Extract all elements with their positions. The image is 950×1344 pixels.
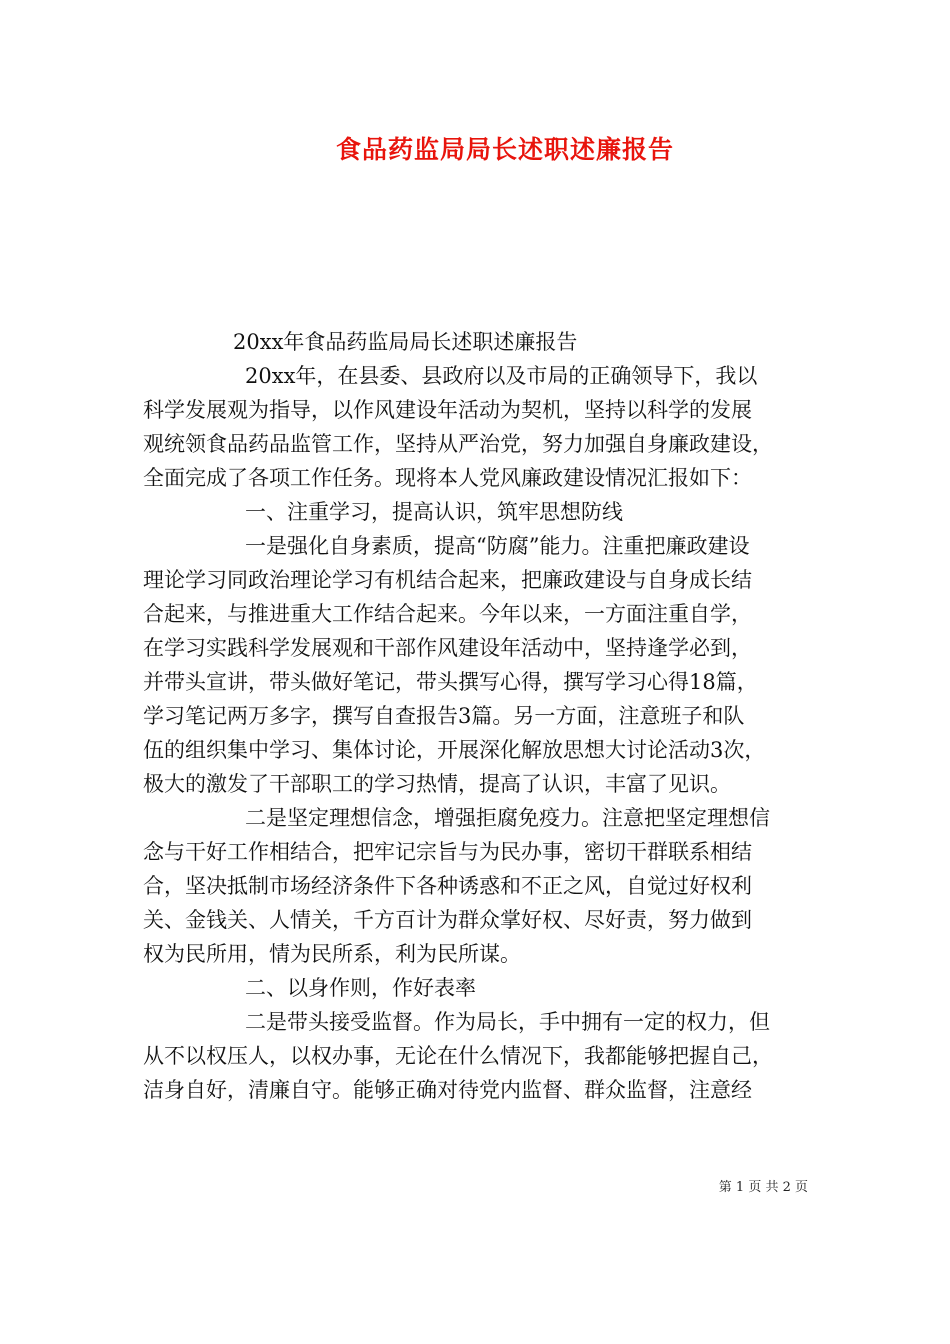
paragraph-line: 观统领食品药品监管工作，坚持从严治党，努力加强自身廉政建设，: [143, 432, 773, 456]
page-number-footer: 第 1 页 共 2 页: [718, 1180, 808, 1195]
paragraph-line: 二是带头接受监督。作为局长，手中拥有一定的权力，但: [245, 1010, 770, 1034]
paragraph-line: 理论学习同政治理论学习有机结合起来，把廉政建设与自身成长结: [143, 568, 752, 592]
paragraph-line: 权为民所用，情为民所系，利为民所谋。: [143, 942, 521, 966]
subtitle: 20xx年食品药监局局长述职述廉报告: [233, 330, 578, 354]
section-heading: 二、以身作则，作好表率: [245, 976, 476, 1000]
paragraph-line: 20xx年，在县委、县政府以及市局的正确领导下，我以: [245, 364, 758, 388]
paragraph-line: 合起来，与推进重大工作结合起来。今年以来，一方面注重自学，: [143, 602, 752, 626]
paragraph-line: 伍的组织集中学习、集体讨论，开展深化解放思想大讨论活动3次，: [143, 738, 766, 762]
document-body: [143, 325, 823, 1107]
paragraph-line: 并带头宣讲，带头做好笔记，带头撰写心得，撰写学习心得18篇，: [143, 670, 758, 694]
paragraph-line: 在学习实践科学发展观和干部作风建设年活动中，坚持逢学必到，: [143, 636, 752, 660]
paragraph-line: 极大的激发了干部职工的学习热情，提高了认识，丰富了见识。: [143, 772, 731, 796]
document-title: 食品药监局局长述职述廉报告: [335, 135, 674, 164]
paragraph-line: 关、金钱关、人情关，千方百计为群众掌好权、尽好责，努力做到: [143, 908, 752, 932]
paragraph-line: 二是坚定理想信念，增强拒腐免疫力。注意把坚定理想信: [245, 806, 770, 830]
paragraph-line: 全面完成了各项工作任务。现将本人党风廉政建设情况汇报如下：: [143, 466, 752, 490]
section-heading: 一、注重学习，提高认识，筑牢思想防线: [245, 500, 623, 524]
paragraph-line: 一是强化自身素质，提高“防腐”能力。注重把廉政建设: [245, 534, 750, 558]
paragraph-line: 科学发展观为指导，以作风建设年活动为契机，坚持以科学的发展: [143, 398, 752, 422]
paragraph-line: 洁身自好，清廉自守。能够正确对待党内监督、群众监督，注意经: [143, 1078, 752, 1102]
paragraph-line: 合，坚决抵制市场经济条件下各种诱惑和不正之风，自觉过好权利: [143, 874, 752, 898]
paragraph-line: 学习笔记两万多字，撰写自查报告3篇。另一方面，注意班子和队: [143, 704, 745, 728]
paragraph-line: 从不以权压人，以权办事，无论在什么情况下，我都能够把握自己，: [143, 1044, 773, 1068]
paragraph-line: 念与干好工作相结合，把牢记宗旨与为民办事，密切干群联系相结: [143, 840, 752, 864]
